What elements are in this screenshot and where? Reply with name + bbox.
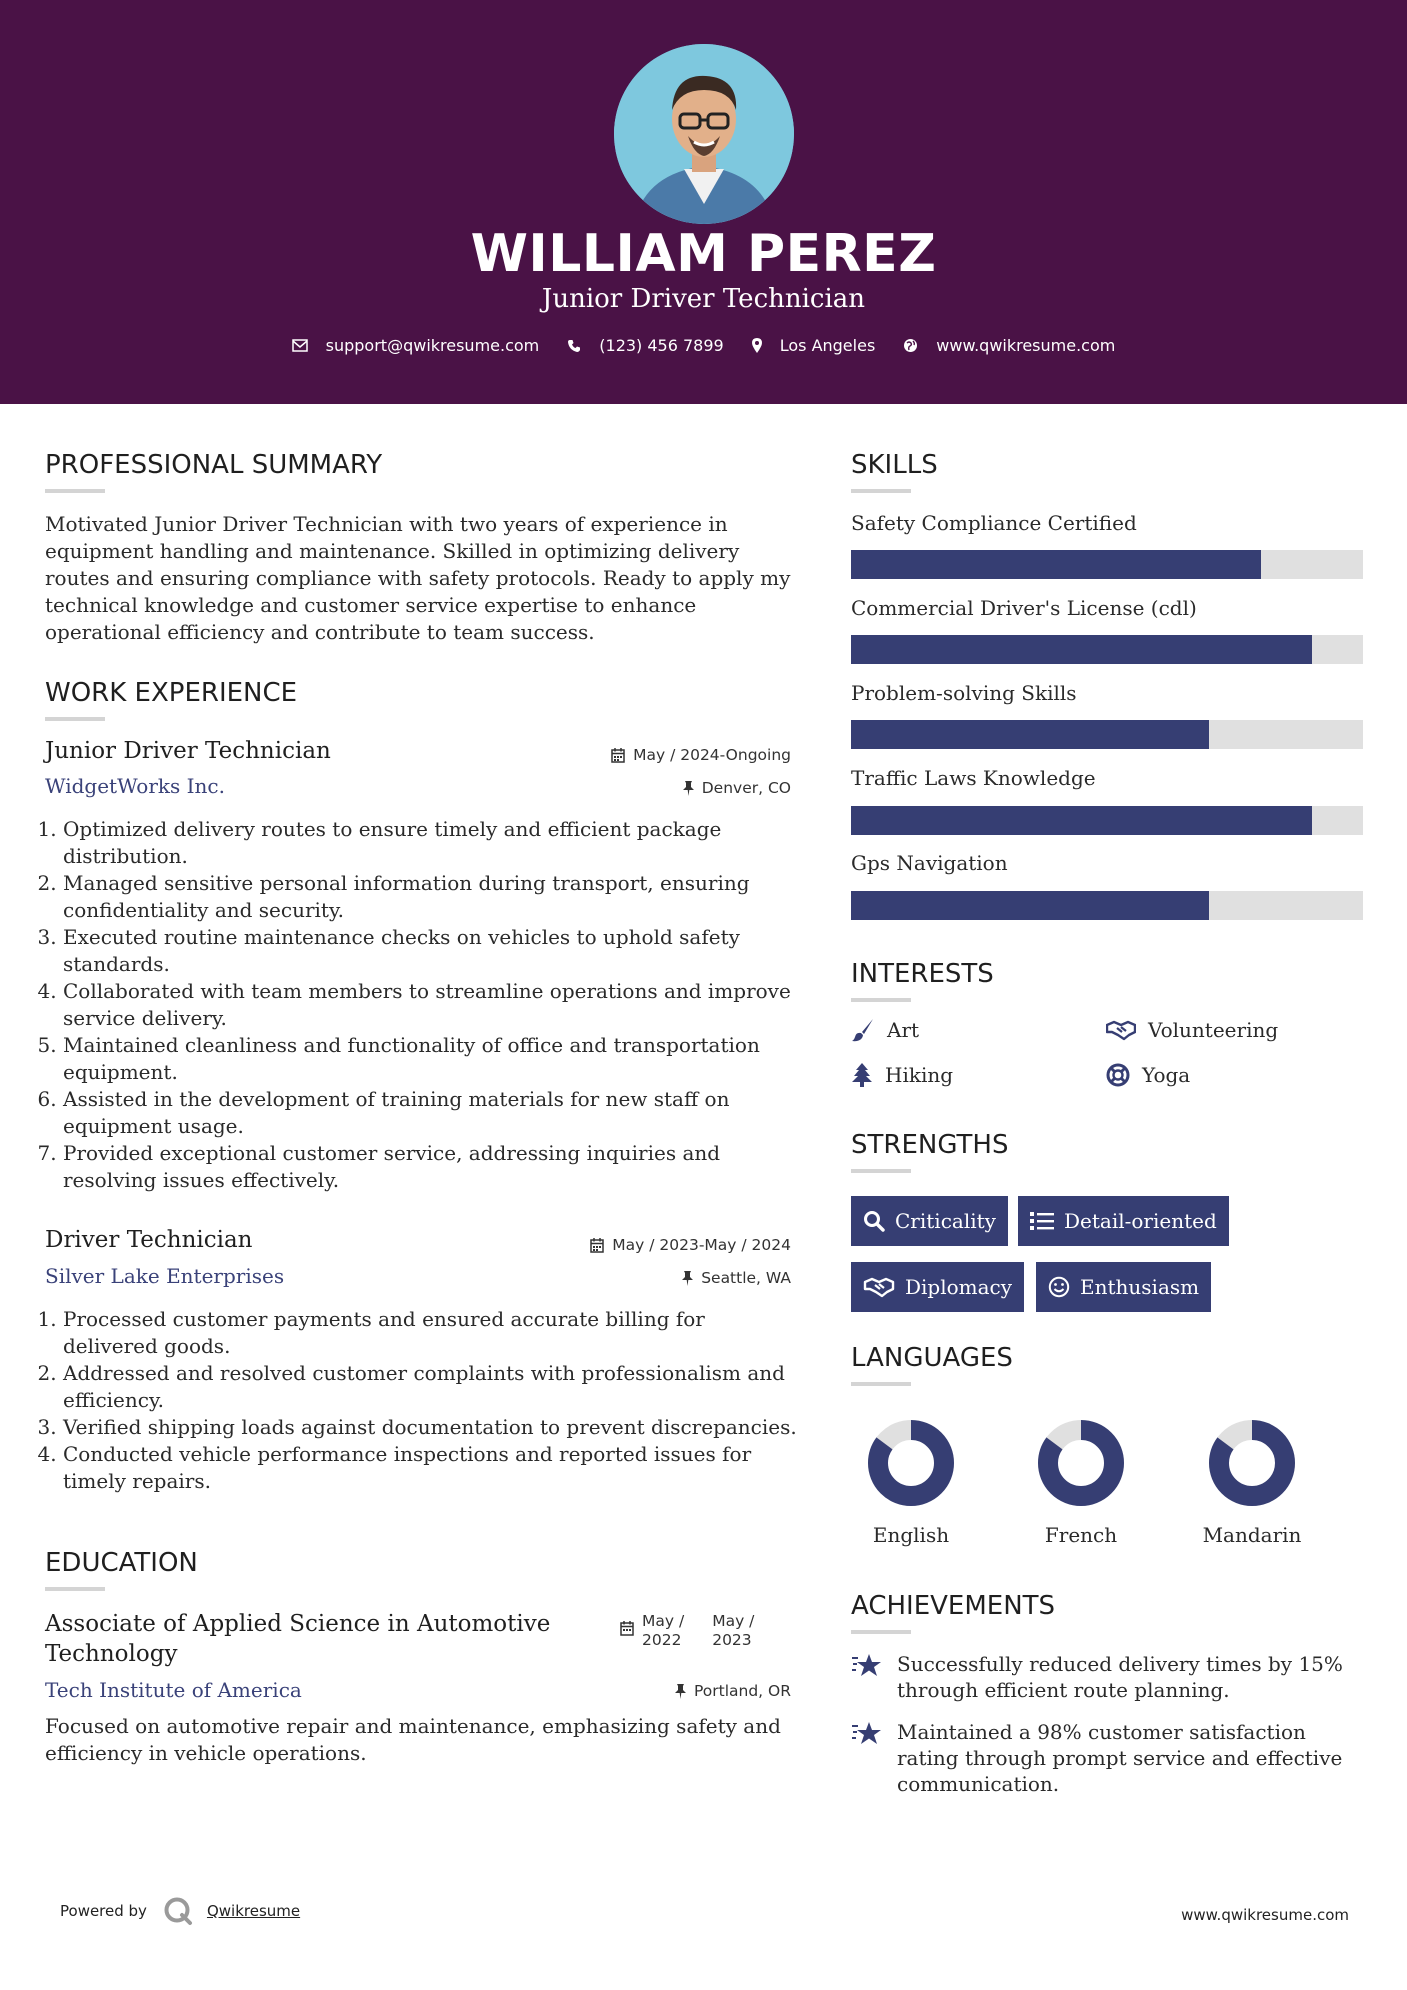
list-item: 4. Conducted vehicle performance inspections and reported issues for timely repairs. <box>63 1441 800 1495</box>
skill-label: Traffic Laws Knowledge <box>851 766 1096 790</box>
languages-rule <box>851 1382 911 1386</box>
job-location-text: Seattle, WA <box>701 1269 791 1287</box>
list-item: 1. Optimized delivery routes to ensure timely and efficient package distribution. <box>63 816 800 870</box>
contact-location-text: Los Angeles <box>779 336 876 355</box>
degree-title <box>45 1609 550 1669</box>
education-start <box>642 1612 684 1650</box>
contact-bar <box>0 336 1407 355</box>
experience-heading: WORK EXPERIENCE <box>45 678 298 708</box>
skill-label: Commercial Driver's License (cdl) <box>851 596 1197 620</box>
job-date-text: May / 2024-Ongoing <box>633 746 791 764</box>
strength-label: Enthusiasm <box>1080 1275 1200 1299</box>
contact-phone-text: (123) 456 7899 <box>599 336 724 355</box>
resume-header <box>0 0 1407 404</box>
education-end <box>712 1612 754 1650</box>
qwikresume-logo-icon <box>163 1896 193 1926</box>
list-item: 2. Managed sensitive personal information during transport, ensuring confidentiality and security. <box>63 870 800 924</box>
list-item: 3. Verified shipping loads against documentation to prevent discrepancies. <box>63 1414 800 1441</box>
avatar <box>614 44 794 224</box>
interest-item <box>851 1018 919 1042</box>
strength-chip <box>851 1196 1008 1246</box>
achievement-item <box>851 1651 1371 1703</box>
skill-bar-fill <box>851 806 1312 835</box>
list-item: 4. Collaborated with team members to streamline operations and improve service delivery. <box>63 978 800 1032</box>
summary-rule <box>45 489 105 493</box>
strength-label: Detail-oriented <box>1064 1209 1217 1233</box>
contact-website-text: www.qwikresume.com <box>936 336 1116 355</box>
job-bullets <box>45 1306 800 1495</box>
calendar-icon <box>590 1238 604 1253</box>
contact-email-text: support@qwikresume.com <box>325 336 540 355</box>
contact-email[interactable] <box>292 336 540 355</box>
interest-label: Volunteering <box>1148 1018 1279 1042</box>
contact-phone[interactable] <box>567 336 723 355</box>
job-location-text: Denver, CO <box>701 779 791 797</box>
skill-bar <box>851 720 1363 749</box>
candidate-name: WILLIAM PEREZ <box>470 224 937 284</box>
achievement-item <box>851 1719 1371 1797</box>
experience-rule <box>45 717 105 721</box>
interest-item <box>851 1063 953 1087</box>
smile-icon <box>1048 1276 1070 1298</box>
skill-bar-fill <box>851 635 1312 664</box>
skill-label: Safety Compliance Certified <box>851 511 1137 535</box>
strength-chip <box>1018 1196 1229 1246</box>
envelope-icon <box>292 339 308 352</box>
education-location-text: Portland, OR <box>693 1682 791 1700</box>
pushpin-icon <box>683 781 694 796</box>
list-item: 7. Provided exceptional customer service, addressing inquiries and resolving issues effectively. <box>63 1140 800 1194</box>
strength-label: Criticality <box>895 1209 996 1233</box>
skill-label: Gps Navigation <box>851 851 1008 875</box>
interest-label: Yoga <box>1142 1063 1191 1087</box>
list-icon <box>1030 1211 1054 1231</box>
education-start-line: 2022 <box>642 1631 682 1649</box>
achievement-text: Maintained a 98% customer satisfaction rating through prompt service and effective communication. <box>897 1720 1343 1796</box>
education-start-line: May / <box>642 1612 685 1630</box>
education-location <box>675 1682 791 1700</box>
skill-bar <box>851 891 1363 920</box>
skill-bar <box>851 806 1363 835</box>
job-bullets <box>45 816 800 1194</box>
achievements-rule <box>851 1630 911 1634</box>
language-label: French <box>1044 1523 1118 1547</box>
strengths-rule <box>851 1169 911 1173</box>
map-pin-icon <box>752 338 762 353</box>
strengths-heading: STRENGTHS <box>851 1130 1009 1160</box>
job-title: Driver Technician <box>45 1227 253 1253</box>
degree-title-line: Technology <box>45 1641 178 1667</box>
education-description: Focused on automotive repair and maintenance, emphasizing safety and efficiency in vehicle operations. <box>45 1714 781 1765</box>
summary-heading: PROFESSIONAL SUMMARY <box>45 450 383 480</box>
list-item: 6. Assisted in the development of training materials for new staff on equipment usage. <box>63 1086 800 1140</box>
powered-by-text: Powered by <box>60 1902 147 1920</box>
skill-bar-fill <box>851 891 1209 920</box>
achievements-heading: ACHIEVEMENTS <box>851 1591 1056 1621</box>
list-item: 3. Executed routine maintenance checks on vehicles to uphold safety standards. <box>63 924 800 978</box>
skills-heading: SKILLS <box>851 450 938 480</box>
job-company: Silver Lake Enterprises <box>45 1264 285 1288</box>
contact-website[interactable] <box>903 336 1115 355</box>
strength-chip <box>1036 1262 1211 1312</box>
job-location <box>683 779 791 797</box>
paintbrush-icon <box>851 1018 875 1042</box>
skill-bar <box>851 550 1363 579</box>
handshake-icon <box>863 1276 895 1298</box>
education-date <box>620 1612 754 1650</box>
job-title: Junior Driver Technician <box>45 738 331 764</box>
job-date <box>611 746 791 764</box>
skill-bar-fill <box>851 550 1261 579</box>
strength-label: Diplomacy <box>905 1275 1013 1299</box>
footer-powered-by <box>60 1896 300 1926</box>
skill-bar-fill <box>851 720 1209 749</box>
contact-location <box>752 336 876 355</box>
strength-chip <box>851 1262 1024 1312</box>
job-date <box>590 1236 791 1254</box>
lifebuoy-icon <box>1106 1063 1130 1087</box>
interest-label: Hiking <box>885 1063 954 1087</box>
education-end-line: May / <box>712 1612 755 1630</box>
interest-item <box>1106 1018 1278 1042</box>
qwikresume-link[interactable]: Qwikresume <box>206 1902 301 1920</box>
pushpin-icon <box>682 1271 693 1286</box>
star-icon <box>851 1721 883 1747</box>
job-date-text: May / 2023-May / 2024 <box>612 1236 791 1254</box>
globe-icon <box>903 338 918 353</box>
summary-text: Motivated Junior Driver Technician with two years of experience in equipment handling and maintenance. Skilled in optimizing delivery routes and ensuring compliance with safety protocols. Ready to apply my technical knowledge and customer service expertise to enhance operational efficiency and contribute to team success. <box>45 512 791 644</box>
handshake-icon <box>1106 1019 1136 1041</box>
education-end-line: 2023 <box>712 1631 752 1649</box>
interests-rule <box>851 998 911 1002</box>
phone-icon <box>567 339 581 353</box>
achievement-text: Successfully reduced delivery times by 15% through efficient route planning. <box>897 1652 1343 1702</box>
tree-icon <box>851 1063 873 1087</box>
degree-title-line: Associate of Applied Science in Automotive <box>45 1611 551 1637</box>
skill-label: Problem-solving Skills <box>851 681 1077 705</box>
language-ring <box>1209 1420 1295 1506</box>
footer-website[interactable]: www.qwikresume.com <box>1181 1906 1349 1924</box>
calendar-icon <box>620 1621 634 1636</box>
pushpin-icon <box>675 1684 686 1699</box>
language-ring <box>868 1420 954 1506</box>
job-company: WidgetWorks Inc. <box>45 774 225 798</box>
skills-rule <box>851 489 911 493</box>
search-icon <box>863 1210 885 1232</box>
list-item: 2. Addressed and resolved customer complaints with professionalism and efficiency. <box>63 1360 800 1414</box>
list-item: 5. Maintained cleanliness and functionality of office and transportation equipment. <box>63 1032 800 1086</box>
language-label: Mandarin <box>1202 1523 1302 1547</box>
job-location <box>682 1269 791 1287</box>
language-label: English <box>872 1523 950 1547</box>
candidate-title: Junior Driver Technician <box>541 284 866 314</box>
skill-bar <box>851 635 1363 664</box>
school-name: Tech Institute of America <box>45 1678 302 1702</box>
calendar-icon <box>611 748 625 763</box>
list-item: 1. Processed customer payments and ensured accurate billing for delivered goods. <box>63 1306 800 1360</box>
star-icon <box>851 1653 883 1679</box>
education-heading: EDUCATION <box>45 1548 198 1578</box>
education-rule <box>45 1587 105 1591</box>
interest-item <box>1106 1063 1190 1087</box>
languages-heading: LANGUAGES <box>851 1343 1013 1373</box>
interest-label: Art <box>887 1018 920 1042</box>
language-ring <box>1038 1420 1124 1506</box>
interests-heading: INTERESTS <box>851 959 994 989</box>
